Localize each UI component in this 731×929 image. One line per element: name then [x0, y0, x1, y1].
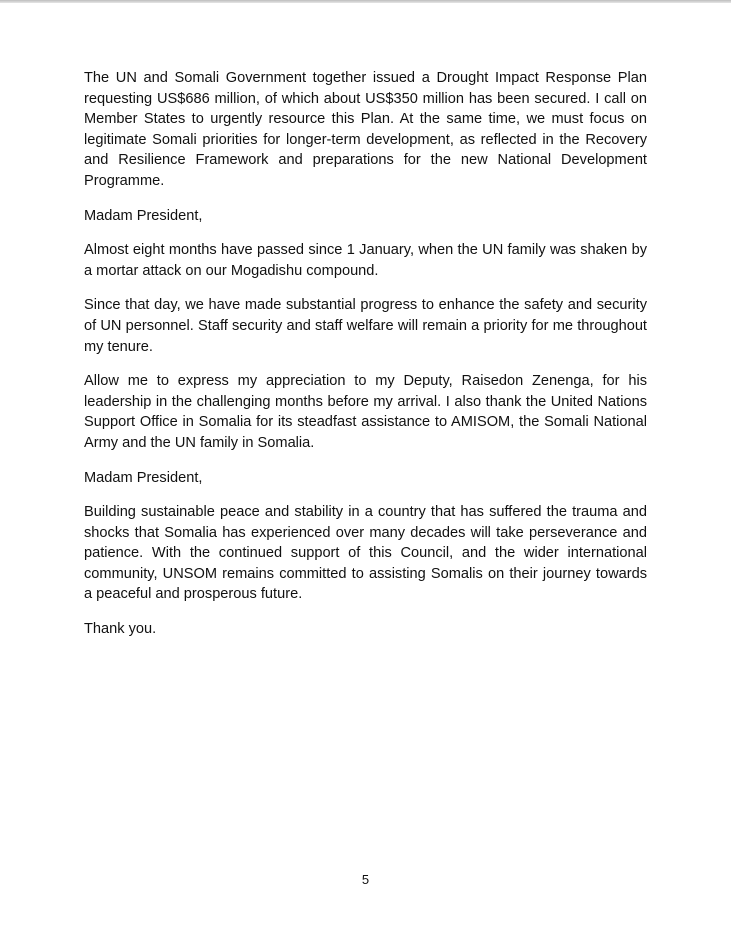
- document-body: [84, 68, 647, 640]
- paragraph-closing: Thank you.: [84, 621, 157, 638]
- paragraph-appreciation: Allow me to express my appreciation to my Deputy, Raisedon Zenenga, for his leadership in the challenging months before my arrival. I also thank the United Nations Support Office in Somalia for its steadfast assistance to AMISOM, the Somali National Army and the UN family in Somalia.: [84, 373, 647, 451]
- paragraph-staff-security: Since that day, we have made substantial progress to enhance the safety and security of UN personnel. Staff security and staff welfare will remain a priority for me throughout my tenure.: [84, 297, 647, 355]
- paragraph-salutation: Madam President,: [84, 207, 203, 224]
- paragraph-mortar-attack: Almost eight months have passed since 1 January, when the UN family was shaken by a mortar attack on our Mogadishu compound.: [84, 242, 647, 279]
- paragraph-building-peace: Building sustainable peace and stability in a country that has suffered the trauma and shocks that Somalia has experienced over many decades will take perseverance and patience. With the continued support of this Council, and the wider international community, UNSOM remains committed to assisting Somalis on their journey towards a peaceful and prosperous future.: [84, 504, 647, 603]
- paragraph-drought-plan: The UN and Somali Government together issued a Drought Impact Response Plan requesting US$686 million, of which about US$350 million has been secured. I call on Member States to urgently resource this Plan. At the same time, we must focus on legitimate Somali priorities for longer-term development, as reflected in the Recovery and Resilience Framework and preparations for the new National Development Programme.: [84, 70, 647, 189]
- paragraph-salutation: Madam President,: [84, 469, 203, 486]
- page-top-edge: [0, 0, 731, 3]
- page-number: 5: [361, 872, 370, 887]
